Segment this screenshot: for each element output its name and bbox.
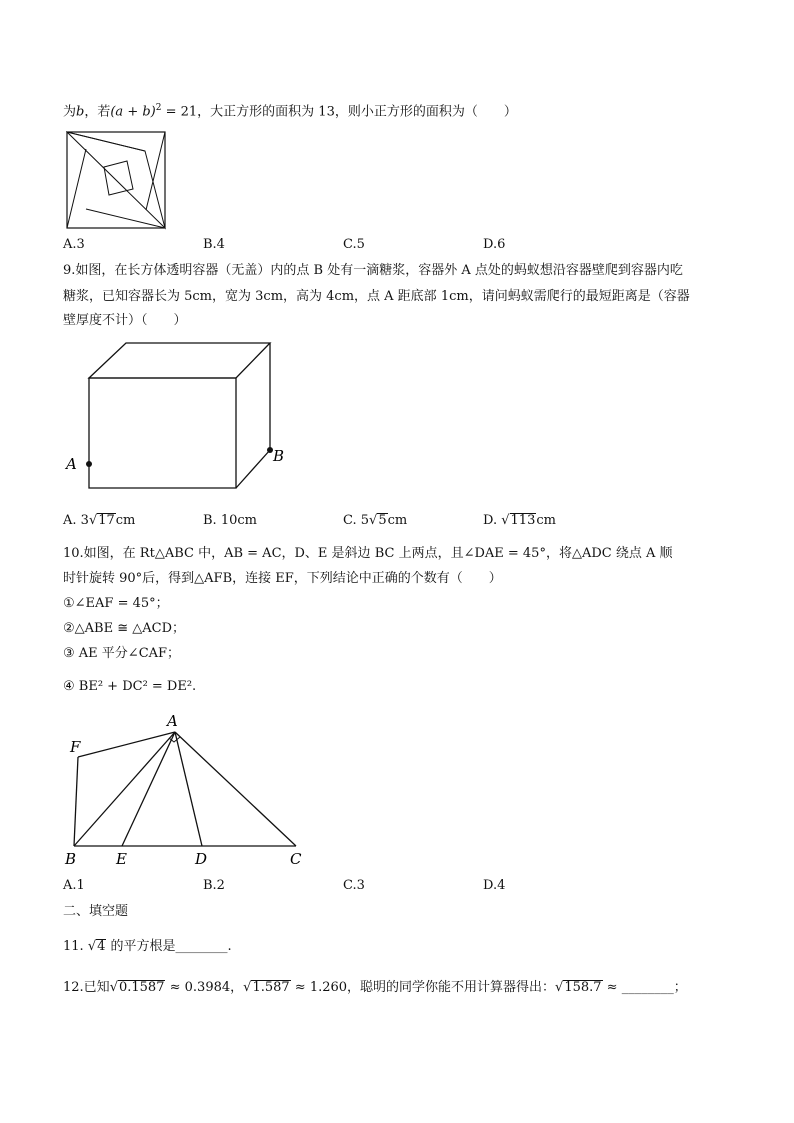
q9-label-a: A bbox=[66, 455, 77, 473]
q11-text: 11. √4 的平方根是________. bbox=[63, 939, 232, 954]
q10-line-1: 10.如图，在 Rt△ABC 中，AB = AC，D、E 是斜边 BC 上两点，且∠DAE = 45°，将△ADC 绕点 A 顺 bbox=[63, 546, 673, 561]
q10-label-f: F bbox=[70, 738, 81, 756]
q8-option-a: A.3 bbox=[63, 237, 85, 252]
q10-statement-3: ③ AE 平分∠CAF； bbox=[63, 646, 181, 661]
q12-text: 12.已知√0.1587 ≈ 0.3984，√1.587 ≈ 1.260，聪明的同学你能不用计算器得出：√158.7 ≈ ________； bbox=[63, 980, 687, 995]
q8-option-d: D.6 bbox=[483, 237, 506, 252]
q10-option-d: D.4 bbox=[483, 878, 506, 893]
q9-box-figure bbox=[60, 335, 300, 495]
q9-line-1: 9.如图，在长方体透明容器（无盖）内的点 B 处有一滴糖浆，容器外 A 点处的蚂蚁想沿容器壁爬到容器内吃 bbox=[63, 263, 683, 278]
q8-text: 为b，若$(a + b)^2 = 21$，大正方形的面积为 13，则小正方形的面积为（ ） bbox=[63, 103, 517, 120]
q10-label-b: B bbox=[65, 850, 77, 868]
q8-square-figure bbox=[66, 131, 168, 231]
q10-label-e: E bbox=[116, 850, 127, 868]
q10-statement-1: ①∠EAF = 45°； bbox=[63, 596, 169, 611]
q10-label-d: D bbox=[195, 850, 208, 868]
q9-line-2: 糖浆，已知容器长为 5cm，宽为 3cm，高为 4cm，点 A 距底部 1cm，请问蚂蚁需爬行的最短距离是（容器 bbox=[63, 289, 690, 304]
q10-option-b: B.2 bbox=[203, 878, 225, 893]
q10-label-c: C bbox=[290, 850, 302, 868]
q8-option-c: C.5 bbox=[343, 237, 365, 252]
q10-triangle-figure bbox=[60, 708, 310, 873]
section-heading: 二、填空题 bbox=[63, 904, 129, 919]
q8-option-b: B.4 bbox=[203, 237, 225, 252]
q9-label-b: B bbox=[273, 447, 285, 465]
q10-option-a: A.1 bbox=[63, 878, 85, 893]
q9-option-c: C. 5√5cm bbox=[343, 513, 408, 528]
q10-option-c: C.3 bbox=[343, 878, 365, 893]
q10-statement-4: ④ BE² + DC² = DE². bbox=[63, 679, 197, 694]
q9-line-3: 壁厚度不计）（ ） bbox=[63, 313, 187, 328]
q10-line-2: 时针旋转 90°后，得到△AFB，连接 EF，下列结论中正确的个数有（ ） bbox=[63, 571, 502, 586]
q10-label-a: A bbox=[167, 712, 178, 730]
q10-statement-2: ②△ABE ≅ △ACD； bbox=[63, 621, 185, 636]
q9-option-b: B. 10cm bbox=[203, 513, 257, 528]
q9-option-d: D. √113cm bbox=[483, 513, 556, 528]
q9-option-a: A. 3√17cm bbox=[63, 513, 136, 528]
